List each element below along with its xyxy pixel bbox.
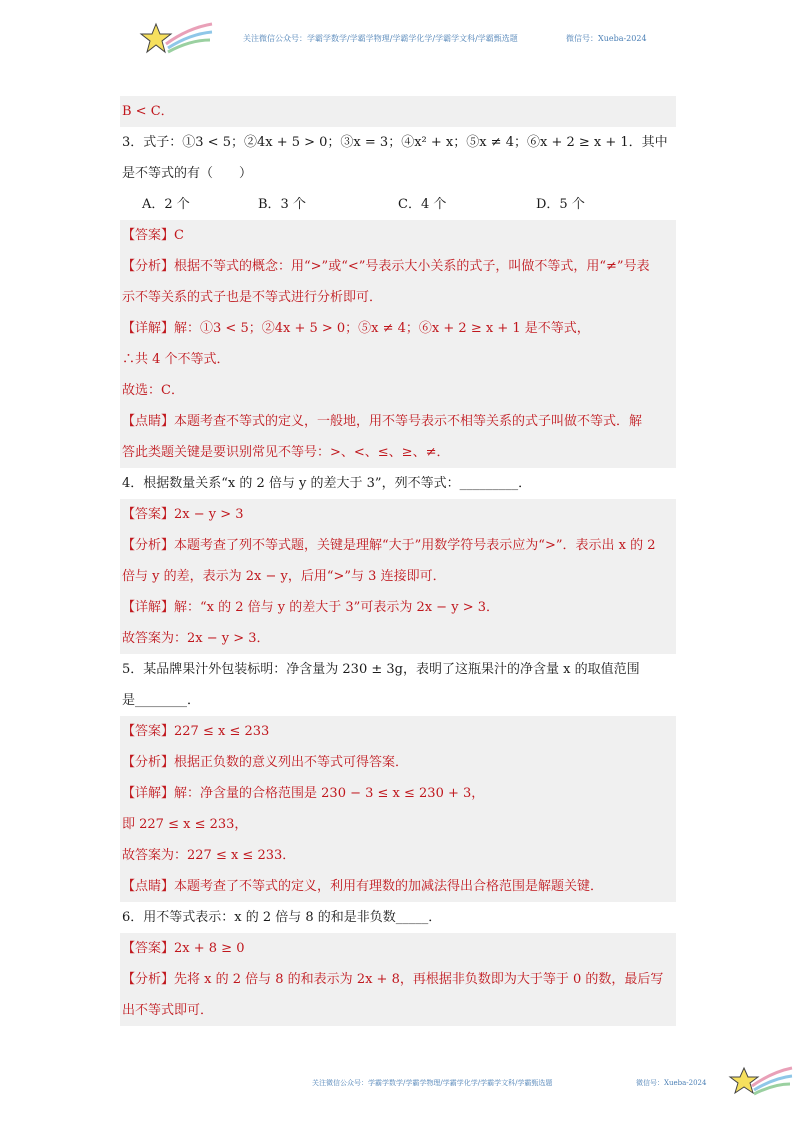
analysis-tag: 【分析】	[122, 972, 175, 987]
comment-tag: 【点睛】	[122, 879, 175, 894]
analysis-tag: 【分析】	[122, 538, 175, 553]
option-d: D．5 个	[536, 197, 585, 212]
question-5-line-2: 是________．	[122, 693, 201, 708]
answer-line	[120, 499, 676, 530]
q3-solution-block	[120, 220, 676, 468]
comment-line	[120, 871, 676, 902]
comment-text: 本题考查了不等式的定义，利用有理数的加减法得出合格范围是解题关键．	[174, 879, 604, 894]
q2-tail-block	[120, 96, 676, 127]
detail-line-2: 即 227 ≤ x ≤ 233，	[122, 817, 248, 832]
option-b: B．3 个	[258, 197, 306, 212]
analysis-line	[120, 251, 676, 282]
detail-line	[120, 313, 676, 344]
header-text: 关注微信公众号：学霸学数学/学霸学物理/学霸学化学/学霸学文科/学霸甄选题	[243, 34, 518, 43]
question-3-options	[120, 189, 676, 220]
analysis-line	[120, 747, 676, 778]
detail-text: 解：净含量的合格范围是 230 − 3 ≤ x ≤ 230 + 3，	[174, 786, 485, 801]
analysis-line	[120, 530, 676, 561]
page-header	[0, 0, 794, 80]
comment-text: 本题考查不等式的定义，一般地，用不等号表示不相等关系的式子叫做不等式．解	[174, 414, 643, 429]
answer-text: 227 ≤ x ≤ 233	[174, 724, 270, 739]
answer-tag: 【答案】	[122, 228, 175, 243]
q4-solution-block	[120, 499, 676, 654]
star-logo-icon	[728, 1062, 794, 1100]
star-logo-icon	[138, 18, 214, 60]
detail-line	[120, 592, 676, 623]
analysis-line-2: 倍与 y 的差，表示为 2x − y，后用“>”与 3 连接即可．	[122, 569, 446, 584]
option-c: C．4 个	[398, 197, 447, 212]
analysis-line-2: 示不等关系的式子也是不等式进行分析即可．	[122, 290, 383, 305]
answer-line	[120, 933, 676, 964]
q6-solution-block	[120, 933, 676, 1026]
detail-text: 解：①3 < 5；②4x + 5 > 0；⑤x ≠ 4；⑥x + 2 ≥ x + 1 是不等式，	[174, 321, 590, 336]
document-body	[120, 96, 676, 1026]
analysis-line-2: 出不等式即可．	[122, 1003, 214, 1018]
detail-line-3: 故选：C．	[122, 383, 184, 398]
analysis-text: 先将 x 的 2 倍与 8 的和表示为 2x + 8，再根据非负数即为大于等于 0 的数，最后写	[174, 972, 664, 987]
header-wechat: 微信号：Xueba-2024	[566, 34, 647, 43]
answer-text: 2x + 8 ≥ 0	[174, 941, 245, 956]
question-5-line-1: 5．某品牌果汁外包装标明：净含量为 230 ± 3g，表明了这瓶果汁的净含量 x 的取值范围	[122, 662, 640, 677]
question-6-line: 6．用不等式表示：x 的 2 倍与 8 的和是非负数_____．	[122, 910, 442, 925]
detail-tag: 【详解】	[122, 786, 175, 801]
analysis-text: 根据正负数的意义列出不等式可得答案．	[174, 755, 409, 770]
analysis-text: 根据不等式的概念：用“>”或“<”号表示大小关系的式子，叫做不等式，用“≠”号表	[174, 259, 650, 274]
comment-line	[120, 406, 676, 437]
footer-wechat: 微信号：Xueba-2024	[636, 1079, 707, 1087]
answer-tag: 【答案】	[122, 507, 175, 522]
comment-tag: 【点睛】	[122, 414, 175, 429]
analysis-tag: 【分析】	[122, 755, 175, 770]
analysis-line	[120, 964, 676, 995]
option-a: A．2 个	[142, 197, 190, 212]
question-3-line-2: 是不等式的有（ ）	[122, 166, 253, 181]
detail-tag: 【详解】	[122, 321, 175, 336]
comment-line-2: 答此类题关键是要识别常见不等号：>、<、≤、≥、≠．	[122, 445, 450, 460]
detail-line	[120, 778, 676, 809]
answer-text: C	[174, 228, 184, 243]
analysis-text: 本题考查了列不等式题，关键是理解“大于”用数学符号表示应为“>”．表示出 x 的 2	[174, 538, 656, 553]
question-4-line: 4．根据数量关系“x 的 2 倍与 y 的差大于 3”，列不等式：_________．	[122, 476, 532, 491]
answer-line	[120, 220, 676, 251]
detail-text: 解：“x 的 2 倍与 y 的差大于 3”可表示为 2x − y > 3．	[174, 600, 499, 615]
page-footer	[0, 1060, 794, 1122]
detail-line-2: 故答案为：2x − y > 3．	[122, 631, 270, 646]
answer-tag: 【答案】	[122, 724, 175, 739]
answer-tag: 【答案】	[122, 941, 175, 956]
detail-tag: 【详解】	[122, 600, 175, 615]
text-line: B < C．	[122, 104, 174, 119]
answer-text: 2x − y > 3	[174, 507, 244, 522]
answer-line	[120, 716, 676, 747]
detail-line-3: 故答案为：227 ≤ x ≤ 233．	[122, 848, 296, 863]
q5-solution-block	[120, 716, 676, 902]
footer-text: 关注微信公众号：学霸学数学/学霸学物理/学霸学化学/学霸学文科/学霸甄选题	[312, 1079, 553, 1087]
detail-line-2: ∴共 4 个不等式．	[122, 352, 230, 367]
question-3-line-1: 3．式子：①3 < 5；②4x + 5 > 0；③x = 3；④x² + x；⑤x ≠ 4；⑥x + 2 ≥ x + 1．其中	[122, 135, 668, 150]
analysis-tag: 【分析】	[122, 259, 175, 274]
